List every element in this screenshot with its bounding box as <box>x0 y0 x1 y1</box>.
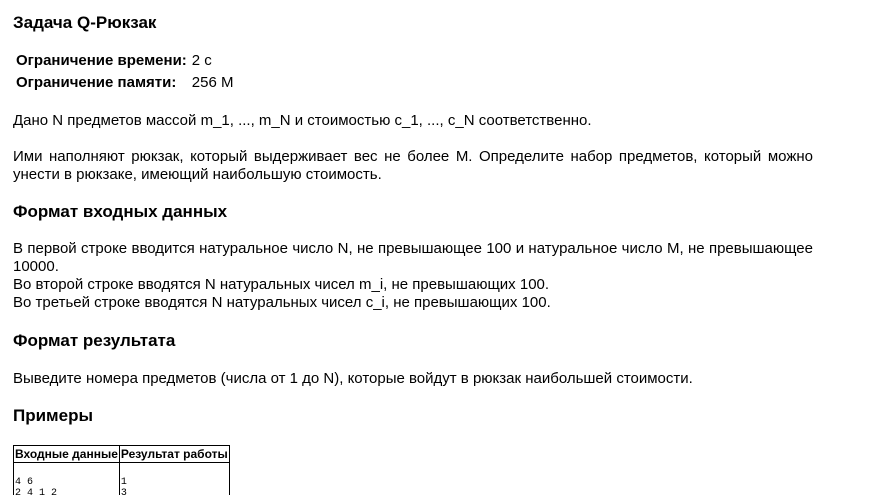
examples-header-row <box>14 446 230 463</box>
statement-paragraph-2: Ими наполняют рюкзак, который выдерживает вес не более M. Определите набор предметов, который можно унести в рюкзаке, имеющий наибольшую стоимость. <box>13 148 813 183</box>
examples-output-header: Результат работы <box>120 447 228 461</box>
input-format-heading: Формат входных данных <box>13 202 228 221</box>
problem-title: Задача Q-Рюкзак <box>13 13 157 32</box>
memory-limit-value: 256 M <box>191 74 234 91</box>
output-format-heading: Формат результата <box>13 331 176 350</box>
examples-heading: Примеры <box>13 406 93 425</box>
example-input: 4 6 2 4 1 2 <box>14 463 120 495</box>
input-format-line-2: Во второй строке вводятся N натуральных чисел m_i, не превышающих 100. <box>13 276 550 293</box>
time-limit-row <box>16 52 238 74</box>
input-format-line-3: Во третьей строке вводятся N натуральных чисел c_i, не превышающих 100. <box>13 294 551 311</box>
time-limit-value: 2 с <box>191 52 212 69</box>
input-format-line-1: В первой строке вводится натуральное число N, не превышающее 100 и натуральное число M, не превышающее 10000. <box>13 240 813 275</box>
example-row <box>14 463 230 495</box>
output-format-text: Выведите номера предметов (числа от 1 до N), которые войдут в рюкзак наибольшей стоимости. <box>13 370 693 387</box>
examples-input-header: Входные данные <box>15 447 118 461</box>
examples-table <box>13 445 230 495</box>
memory-limit-row <box>16 74 238 96</box>
statement-paragraph-1: Дано N предметов массой m_1, ..., m_N и стоимостью c_1, ..., c_N соответственно. <box>13 112 592 129</box>
time-limit-label: Ограничение времени: <box>16 52 187 69</box>
limits-table <box>16 52 238 96</box>
memory-limit-label: Ограничение памяти: <box>16 74 177 91</box>
example-output: 1 3 <box>119 463 229 495</box>
